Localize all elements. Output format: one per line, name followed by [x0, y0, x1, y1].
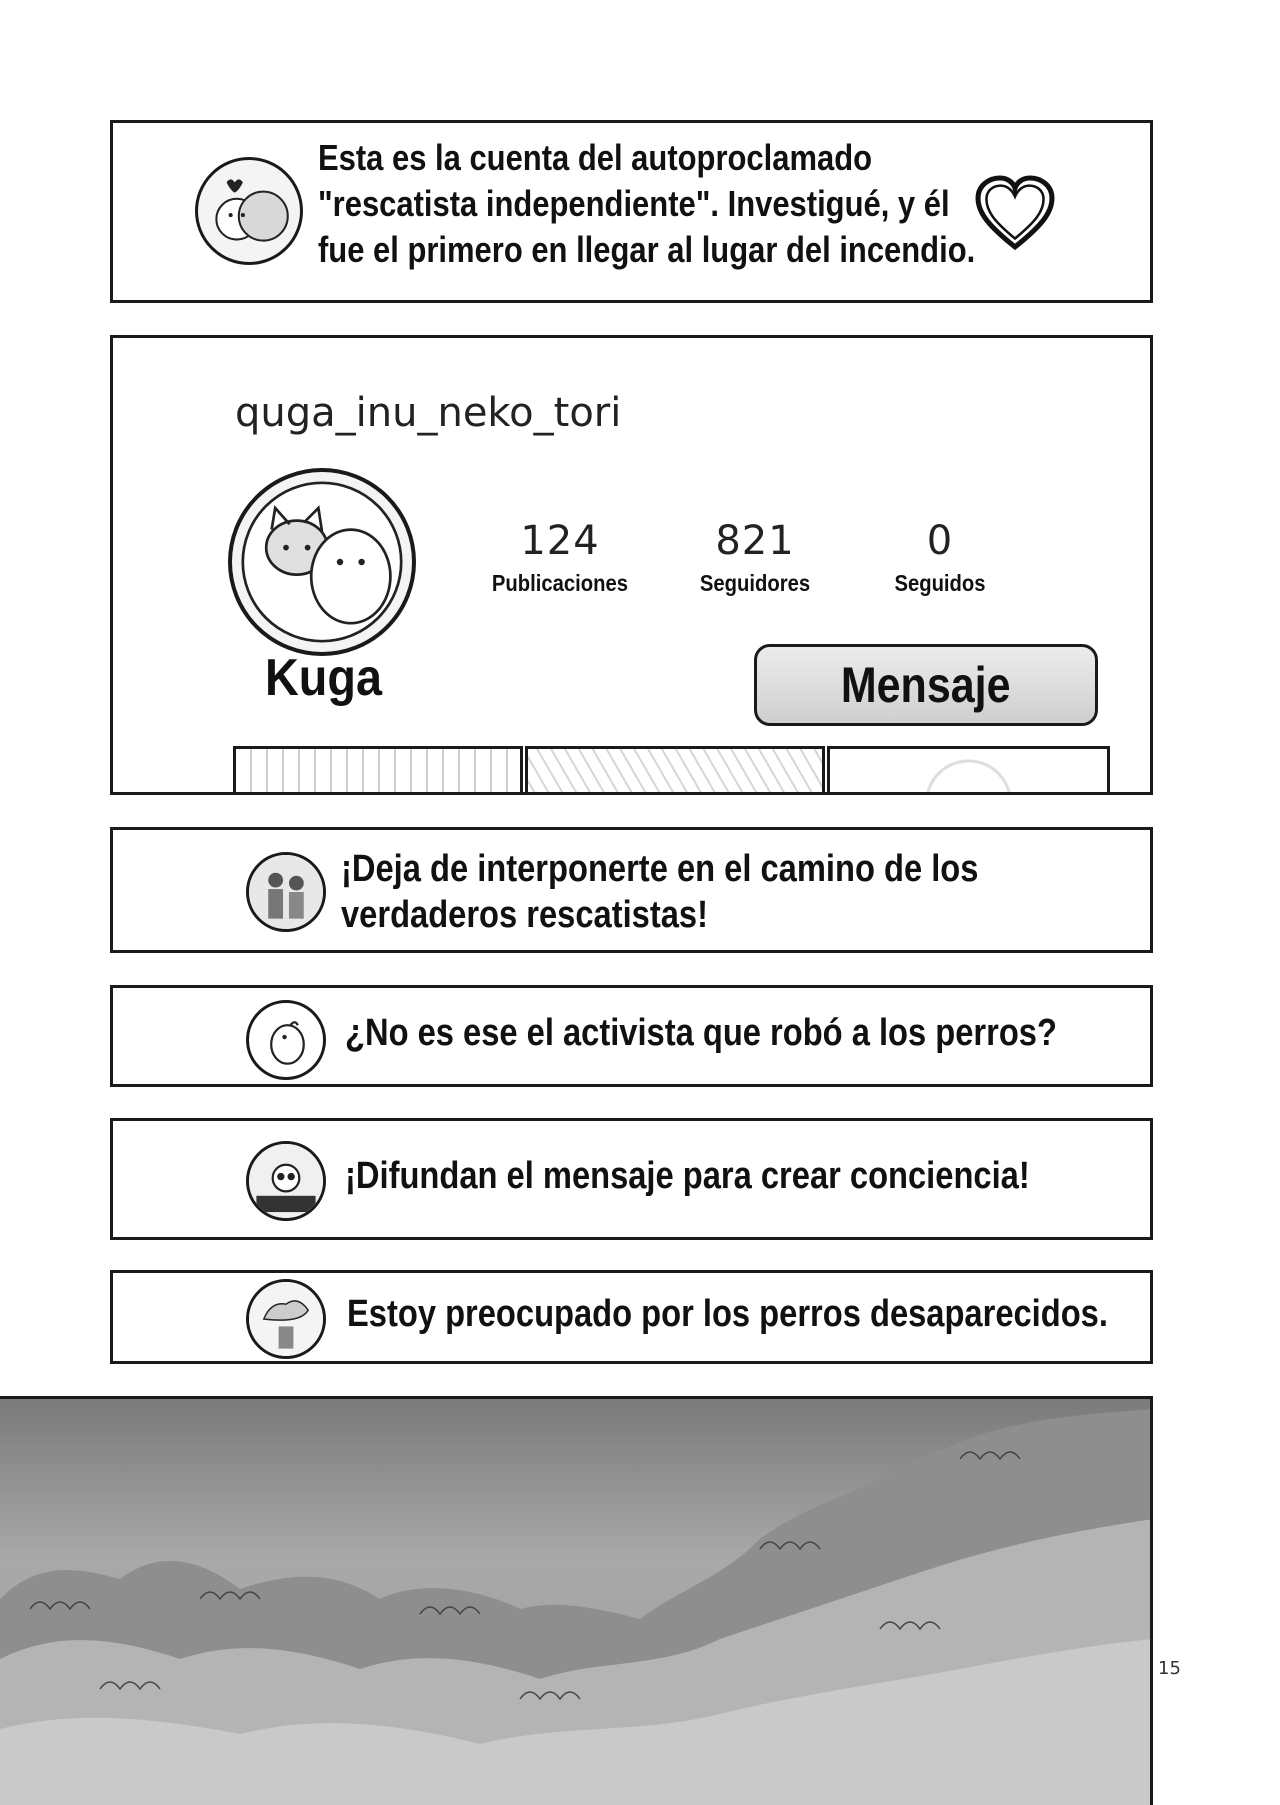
intro-post-line-2: "rescatista independiente". Investigué, y él — [318, 183, 950, 224]
forest-illustration — [0, 1396, 1153, 1805]
comment-1-line-2: verdaderos rescatistas! — [341, 894, 708, 936]
panda-avatar[interactable] — [246, 1141, 326, 1221]
intro-post-line-1: Esta es la cuenta del autoproclamado — [318, 137, 873, 178]
stat-followers-label: Seguidores — [699, 570, 811, 596]
photo-grid — [233, 746, 1110, 795]
comment-panel — [110, 1118, 1153, 1240]
intro-post-line-3: fue el primero en llegar al lugar del incendio. — [318, 229, 976, 270]
stat-followers-value: 821 — [715, 518, 795, 564]
comment-2-line-1: ¿No es ese el activista que robó a los perros? — [345, 1012, 1057, 1054]
grid-thumbnail[interactable] — [827, 746, 1110, 795]
forest-drawing — [0, 1399, 1153, 1805]
people-avatar[interactable] — [246, 852, 326, 932]
stat-following-value: 0 — [926, 518, 954, 564]
page-number: 15 — [1158, 1658, 1181, 1679]
stat-following-label: Seguidos — [894, 570, 986, 596]
stat-following[interactable] — [850, 518, 1030, 597]
comment-1-line-1: ¡Deja de interponerte en el camino de los — [341, 848, 979, 890]
message-button-label: Mensaje — [841, 657, 1011, 713]
heart-icon[interactable] — [973, 173, 1057, 257]
comment-3-line-1: ¡Difundan el mensaje para crear conciencia! — [345, 1155, 1030, 1197]
comment-panel — [110, 985, 1153, 1087]
comment-panel — [110, 827, 1153, 953]
profile-panel — [110, 335, 1153, 795]
landscape-avatar[interactable] — [246, 1279, 326, 1359]
bird-avatar[interactable] — [246, 1000, 326, 1080]
profile-display-name: Kuga — [265, 649, 382, 707]
comment-4-line-1: Estoy preocupado por los perros desaparecidos. — [347, 1293, 1108, 1335]
comment-panel — [110, 1270, 1153, 1364]
grid-thumbnail[interactable] — [233, 746, 523, 795]
cat-dog-avatar[interactable] — [195, 157, 303, 265]
profile-avatar[interactable] — [228, 468, 416, 656]
profile-username: quga_inu_neko_tori — [235, 390, 622, 436]
intro-post-panel — [110, 120, 1153, 303]
stat-posts[interactable] — [470, 518, 650, 597]
stat-followers[interactable] — [665, 518, 845, 597]
stat-posts-label: Publicaciones — [491, 570, 629, 596]
message-button[interactable] — [754, 644, 1098, 726]
stat-posts-value: 124 — [520, 518, 600, 564]
grid-thumbnail[interactable] — [525, 746, 825, 795]
